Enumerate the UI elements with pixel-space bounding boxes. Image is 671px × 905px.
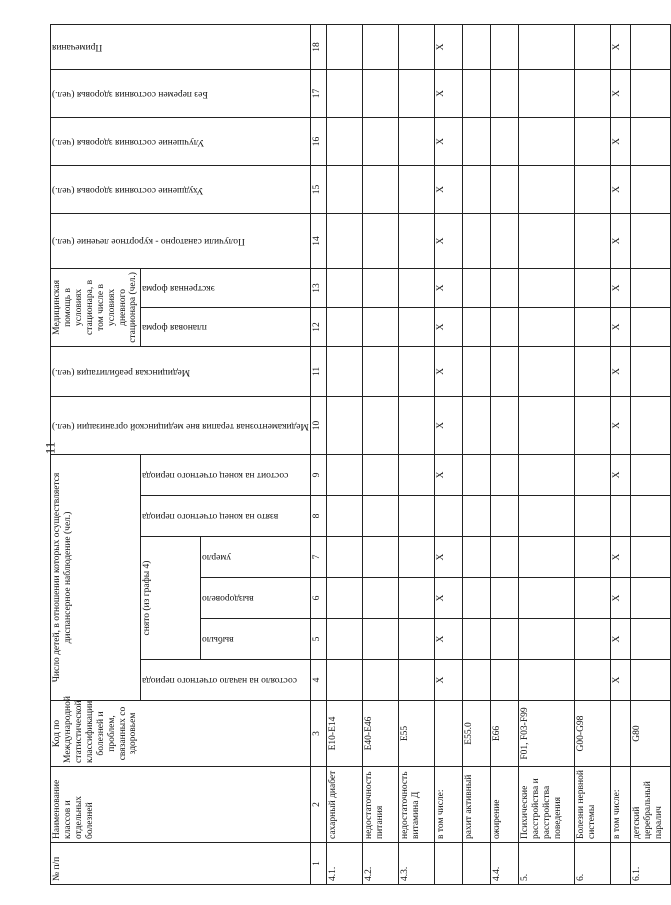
data-cell [490, 307, 518, 346]
data-cell [462, 268, 490, 307]
data-cell [610, 496, 630, 537]
data-cell: X [610, 578, 630, 619]
row-index: 4.1. [326, 843, 362, 885]
data-cell [630, 660, 670, 701]
data-cell [518, 537, 574, 578]
header-end: состоит на конец отчетного периода [141, 454, 310, 495]
data-cell [490, 537, 518, 578]
table-row [610, 24, 630, 884]
row-index: 6. [574, 843, 610, 885]
data-cell [518, 578, 574, 619]
data-cell: X [434, 346, 462, 396]
data-cell [490, 24, 518, 69]
data-cell [326, 537, 362, 578]
column-number: 11 [310, 346, 326, 396]
column-number-row [310, 24, 326, 884]
row-name: в том числе: [434, 767, 462, 843]
data-cell: X [434, 307, 462, 346]
data-cell [362, 537, 398, 578]
header-emergency: экстренная форма [141, 268, 310, 307]
table-row [398, 24, 434, 884]
row-code: E40-E46 [362, 701, 398, 767]
data-cell [462, 213, 490, 268]
data-cell: X [610, 213, 630, 268]
row-index: 5. [518, 843, 574, 885]
row-name: Болезни нервной системы [574, 767, 610, 843]
data-cell [398, 213, 434, 268]
row-name: Психические расстройства и расстройства поведения [518, 767, 574, 843]
data-cell: X [610, 69, 630, 117]
column-number: 2 [310, 767, 326, 843]
data-cell [326, 307, 362, 346]
column-number: 18 [310, 24, 326, 69]
row-code: F01, F03-F99 [518, 701, 574, 767]
data-cell: X [610, 24, 630, 69]
data-cell [362, 660, 398, 701]
row-index [610, 843, 630, 885]
row-index: 6.1. [630, 843, 670, 885]
data-cell [462, 117, 490, 165]
header-drug-therapy: Медикаментозная терапия вне медицинской организации (чел.) [51, 396, 311, 454]
column-number: 1 [310, 843, 326, 885]
data-cell [398, 346, 434, 396]
data-cell: X [434, 213, 462, 268]
data-cell [326, 213, 362, 268]
data-cell [490, 346, 518, 396]
data-cell [518, 307, 574, 346]
data-cell [574, 396, 610, 454]
data-cell [398, 454, 434, 495]
data-cell [462, 619, 490, 660]
data-cell [574, 346, 610, 396]
data-cell [462, 496, 490, 537]
data-cell [630, 268, 670, 307]
header-sanatorium: Получили санаторно - курортное лечение (чел.) [51, 213, 311, 268]
data-cell [362, 69, 398, 117]
data-cell: X [434, 396, 462, 454]
table-row [434, 24, 462, 884]
data-cell [630, 454, 670, 495]
column-number: 6 [310, 578, 326, 619]
data-cell [462, 24, 490, 69]
data-cell [362, 24, 398, 69]
row-code: E55 [398, 701, 434, 767]
header-planned: плановая форма [141, 307, 310, 346]
data-cell [462, 578, 490, 619]
header-dispensary-group: Число детей, в отношении которых осуществляется диспансерное наблюдение (чел.) [51, 454, 141, 700]
header-care-group: Медицинская помощь в условиях стационара, в том числе в условиях дневного стационара (чел.) [51, 268, 141, 346]
data-cell: X [434, 660, 462, 701]
row-index: 4.2. [362, 843, 398, 885]
data-cell [462, 346, 490, 396]
data-cell: X [610, 396, 630, 454]
data-cell [518, 346, 574, 396]
row-code: E66 [490, 701, 518, 767]
data-cell [362, 346, 398, 396]
data-cell: X [434, 619, 462, 660]
header-removed-recovered: выздоровело [201, 578, 311, 619]
data-cell [326, 454, 362, 495]
data-cell [326, 268, 362, 307]
data-cell [630, 117, 670, 165]
data-cell: X [434, 578, 462, 619]
data-cell [398, 578, 434, 619]
row-index [434, 843, 462, 885]
data-cell [362, 165, 398, 213]
data-cell: X [610, 268, 630, 307]
header-removed-died: умерло [201, 537, 311, 578]
data-cell: X [610, 307, 630, 346]
data-cell [398, 537, 434, 578]
column-number: 16 [310, 117, 326, 165]
header-code: Код по Международной статистической классификации болезней и проблем, связанных со здоровьем [51, 701, 311, 767]
data-cell: X [434, 165, 462, 213]
header-worse: Ухудшение состояния здоровья (чел.) [51, 165, 311, 213]
header-notes: Примечания [51, 24, 311, 69]
column-number: 4 [310, 660, 326, 701]
data-cell: X [434, 268, 462, 307]
data-cell [398, 165, 434, 213]
data-cell [326, 660, 362, 701]
row-code [434, 701, 462, 767]
data-cell: X [610, 117, 630, 165]
column-number: 14 [310, 213, 326, 268]
data-cell: X [434, 69, 462, 117]
data-cell [630, 346, 670, 396]
row-code: E10-E14 [326, 701, 362, 767]
data-cell [362, 619, 398, 660]
data-cell [490, 117, 518, 165]
data-cell [462, 69, 490, 117]
table-row [630, 24, 670, 884]
column-number: 3 [310, 701, 326, 767]
row-code [610, 701, 630, 767]
header-rehab: Медицинская реабилитация (чел.) [51, 346, 311, 396]
data-cell [574, 619, 610, 660]
data-cell [398, 396, 434, 454]
data-cell: X [610, 619, 630, 660]
header-name: Наименование классов и отдельных болезней [51, 767, 311, 843]
data-cell [362, 213, 398, 268]
data-cell [434, 496, 462, 537]
data-cell [398, 69, 434, 117]
data-cell [490, 69, 518, 117]
data-cell [398, 268, 434, 307]
data-cell: X [610, 537, 630, 578]
data-cell [326, 578, 362, 619]
data-cell [630, 496, 670, 537]
data-cell [326, 619, 362, 660]
data-cell [398, 496, 434, 537]
data-cell [326, 346, 362, 396]
data-cell: X [434, 24, 462, 69]
row-code: E55.0 [462, 701, 490, 767]
header-no-change: Без перемен состояния здоровья (чел.) [51, 69, 311, 117]
data-cell [518, 268, 574, 307]
data-cell: X [610, 454, 630, 495]
data-cell [574, 537, 610, 578]
data-cell [630, 69, 670, 117]
data-cell [574, 24, 610, 69]
table-row [574, 24, 610, 884]
header-better: Улучшение состояния здоровья (чел.) [51, 117, 311, 165]
data-cell [574, 213, 610, 268]
data-cell [490, 396, 518, 454]
data-cell [326, 24, 362, 69]
row-name: недостаточность витамина Д [398, 767, 434, 843]
row-name: детский церебральный паралич [630, 767, 670, 843]
data-cell [490, 268, 518, 307]
data-cell [574, 117, 610, 165]
table-row [462, 24, 490, 884]
data-cell [362, 396, 398, 454]
header-taken: взято на конец отчетного периода [141, 496, 310, 537]
data-cell [490, 578, 518, 619]
table-row [326, 24, 362, 884]
column-number: 7 [310, 537, 326, 578]
data-cell [574, 165, 610, 213]
data-cell [518, 619, 574, 660]
data-cell [574, 578, 610, 619]
table-row [518, 24, 574, 884]
data-cell [362, 454, 398, 495]
data-cell [362, 578, 398, 619]
data-cell: X [434, 117, 462, 165]
data-cell [630, 396, 670, 454]
data-cell [462, 660, 490, 701]
data-cell [490, 660, 518, 701]
data-cell [362, 117, 398, 165]
data-cell [326, 69, 362, 117]
column-number: 8 [310, 496, 326, 537]
row-name: сахарный диабет [326, 767, 362, 843]
data-cell [630, 619, 670, 660]
data-cell [462, 165, 490, 213]
table-row [490, 24, 518, 884]
data-cell [574, 660, 610, 701]
data-cell [490, 165, 518, 213]
row-code: G00-G98 [574, 701, 610, 767]
data-cell [518, 24, 574, 69]
data-cell [490, 213, 518, 268]
data-cell [326, 396, 362, 454]
column-number: 5 [310, 619, 326, 660]
data-cell [574, 69, 610, 117]
data-cell [630, 165, 670, 213]
header-no: № п/п [51, 843, 311, 885]
data-cell [518, 454, 574, 495]
data-cell [398, 660, 434, 701]
column-number: 10 [310, 396, 326, 454]
row-name: рахит активный [462, 767, 490, 843]
row-code: G80 [630, 701, 670, 767]
column-number: 15 [310, 165, 326, 213]
data-cell [518, 660, 574, 701]
data-cell [362, 268, 398, 307]
column-number: 17 [310, 69, 326, 117]
dispensary-observation-table [50, 24, 671, 885]
data-cell [462, 307, 490, 346]
data-cell [462, 454, 490, 495]
data-cell [462, 396, 490, 454]
table-row [362, 24, 398, 884]
data-cell [362, 496, 398, 537]
data-cell [574, 307, 610, 346]
row-name: в том числе: [610, 767, 630, 843]
data-cell [490, 619, 518, 660]
header-start: состояло на начало отчетного периода [141, 660, 310, 701]
data-cell: X [434, 537, 462, 578]
data-cell: X [610, 165, 630, 213]
page-number: 11 [42, 441, 58, 455]
data-cell [518, 117, 574, 165]
data-cell [574, 454, 610, 495]
data-cell [326, 496, 362, 537]
rotated-form [50, 25, 664, 885]
data-cell [518, 496, 574, 537]
data-cell [490, 496, 518, 537]
data-cell [630, 537, 670, 578]
row-index: 4.3. [398, 843, 434, 885]
row-name: ожирение [490, 767, 518, 843]
data-cell [518, 396, 574, 454]
data-cell [326, 117, 362, 165]
data-cell [462, 537, 490, 578]
row-index: 4.4. [490, 843, 518, 885]
data-cell [518, 165, 574, 213]
data-cell [574, 268, 610, 307]
data-cell [630, 307, 670, 346]
data-cell [630, 24, 670, 69]
data-cell [490, 454, 518, 495]
data-cell [518, 213, 574, 268]
data-cell [630, 578, 670, 619]
data-cell: X [610, 346, 630, 396]
data-cell [362, 307, 398, 346]
data-cell [398, 619, 434, 660]
data-cell [398, 24, 434, 69]
column-number: 13 [310, 268, 326, 307]
data-cell [630, 213, 670, 268]
data-cell [518, 69, 574, 117]
header-removed-healthy: выбыло [201, 619, 311, 660]
column-number: 9 [310, 454, 326, 495]
row-name: недостаточность питания [362, 767, 398, 843]
data-cell [398, 117, 434, 165]
data-cell [326, 165, 362, 213]
column-number: 12 [310, 307, 326, 346]
row-index [462, 843, 490, 885]
data-cell: X [610, 660, 630, 701]
data-cell [574, 496, 610, 537]
data-cell: X [434, 454, 462, 495]
header-removed-group: снято (из графы 4) [141, 537, 201, 660]
data-cell [398, 307, 434, 346]
